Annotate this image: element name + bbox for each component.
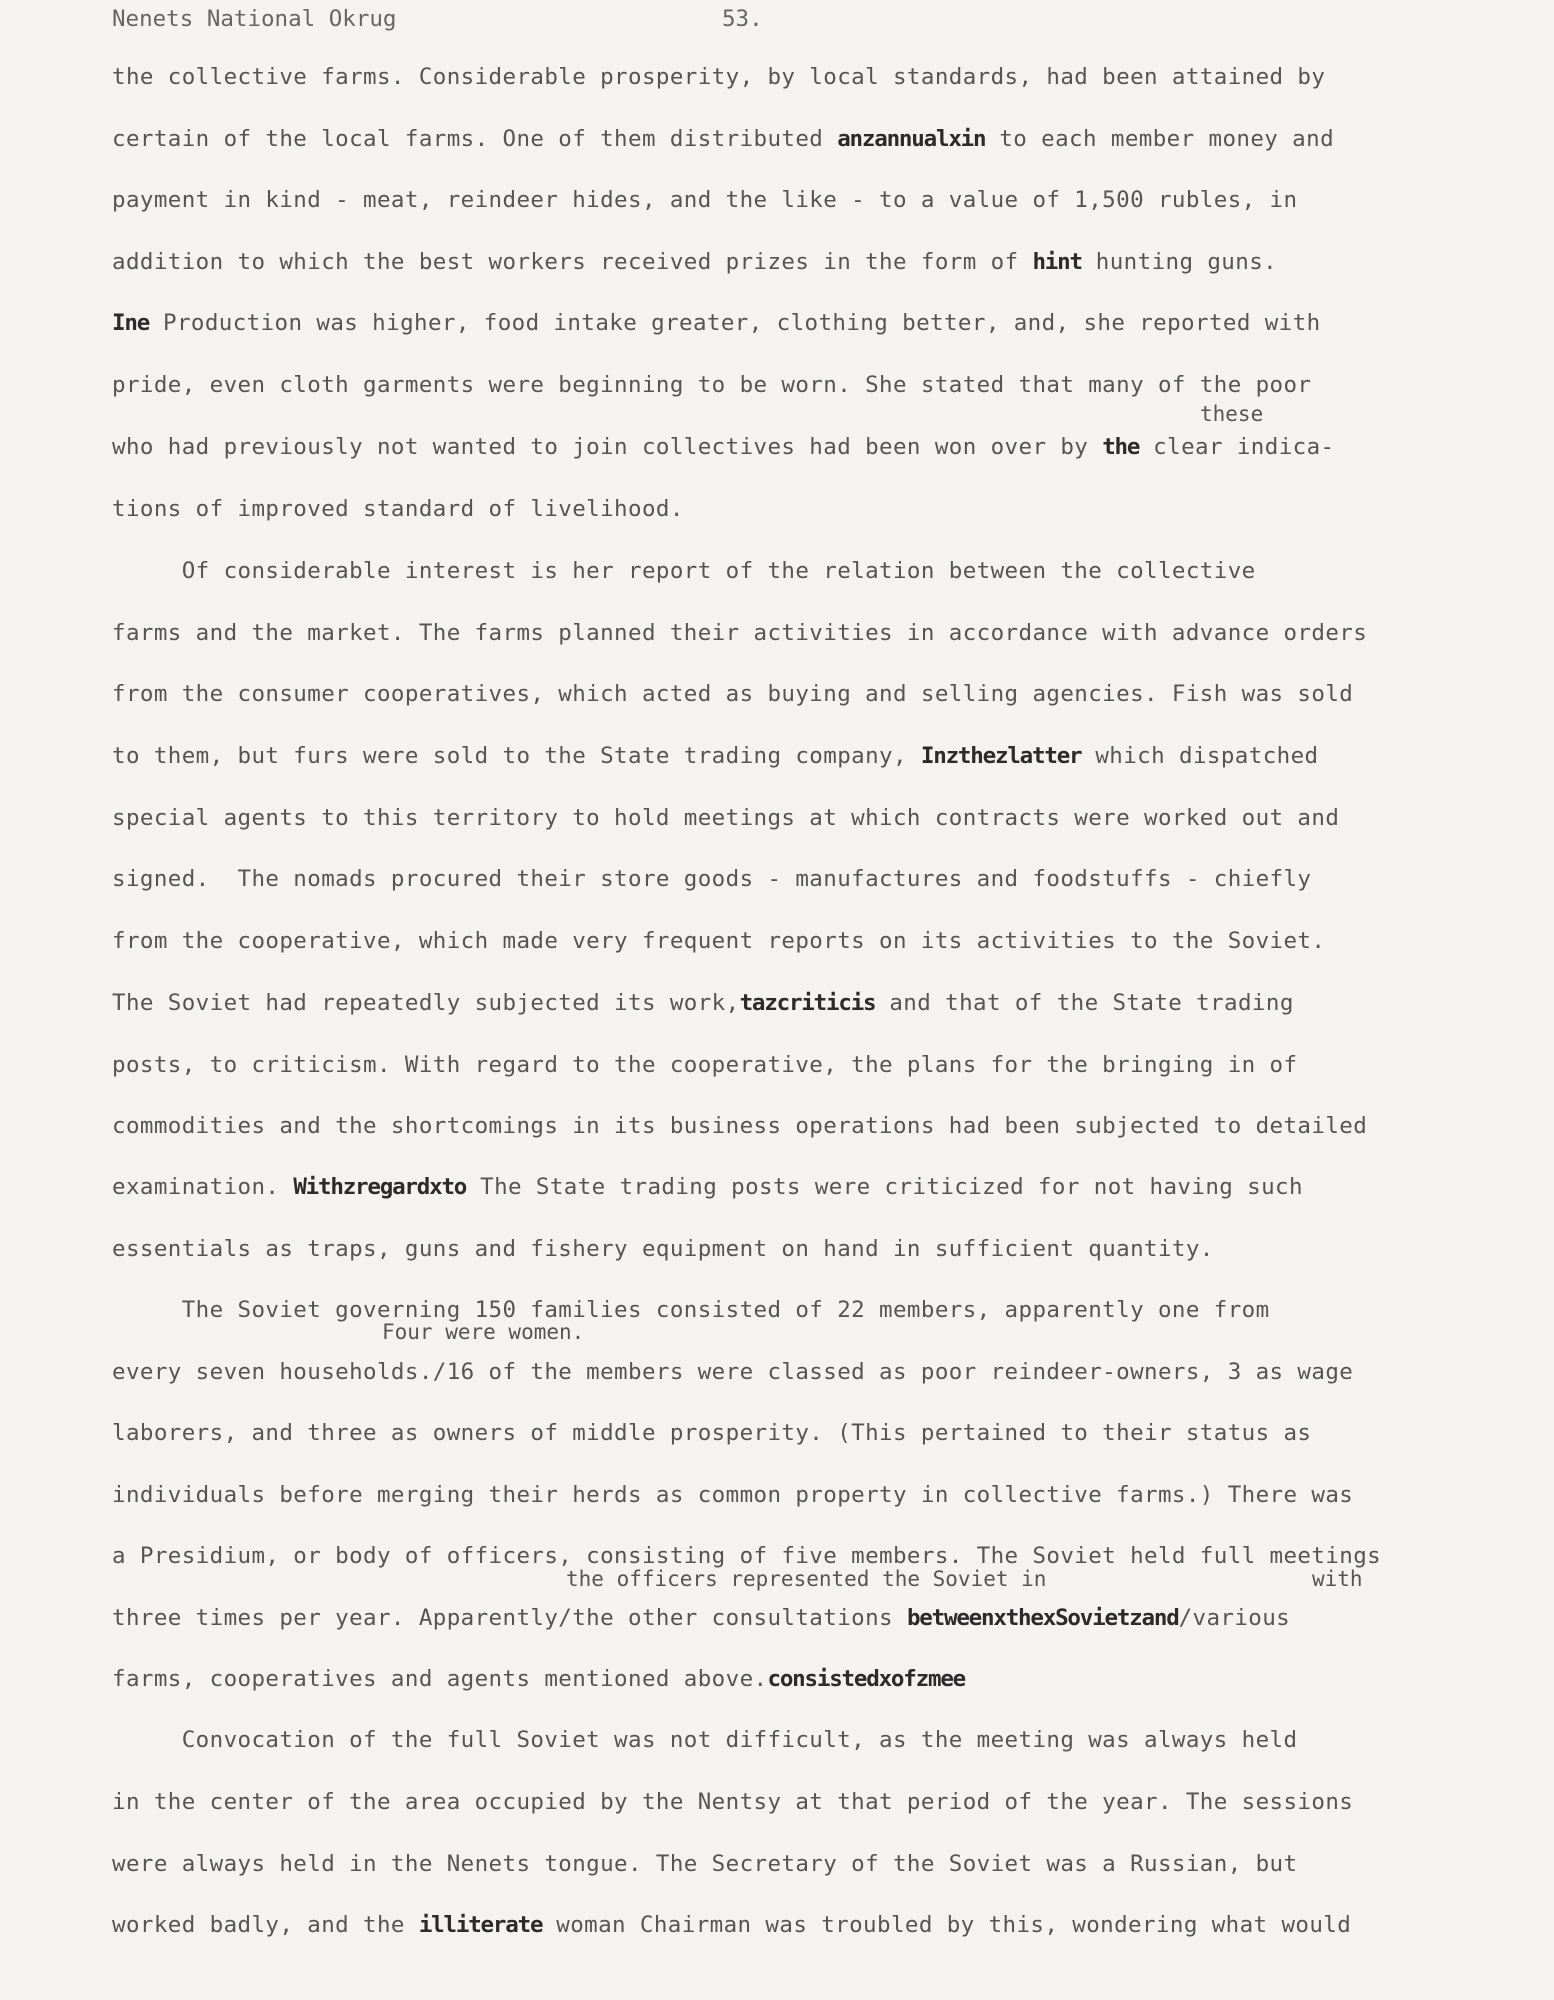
page-number: 53. (722, 6, 763, 32)
text-line (112, 496, 684, 522)
struck-out-text: consistedxofzmee (767, 1666, 966, 1692)
struck-out-text: the (1102, 434, 1140, 460)
text-line (112, 620, 1367, 646)
line-text: posts, to criticism. With regard to the cooperative, the plans for the bringing in of (112, 1052, 1298, 1078)
line-text: signed. The nomads procured their store goods - manufactures and foodstuffs - chiefly (112, 866, 1312, 892)
line-text: addition to which the best workers received prizes in the form of (112, 249, 1033, 275)
line-text: Convocation of the full Soviet was not difficult, as the meeting was always held (112, 1727, 1298, 1753)
text-line (112, 310, 1321, 336)
text-line (112, 64, 1325, 90)
line-text: from the cooperative, which made very frequent reports on its activities to the Soviet. (112, 928, 1326, 954)
line-text: The Soviet governing 150 families consisted of 22 members, apparently one from (112, 1297, 1270, 1323)
text-line (112, 990, 1294, 1016)
text-line (112, 743, 1318, 769)
line-text: tions of improved standard of livelihood. (112, 496, 684, 522)
line-text: The State trading posts were criticized for not having such (466, 1174, 1303, 1200)
line-text: examination. (112, 1174, 294, 1200)
line-text: certain of the local farms. One of them distributed (112, 126, 838, 152)
text-line (112, 1420, 1311, 1446)
line-text: /various (1178, 1605, 1291, 1631)
line-text: Of considerable interest is her report of the relation between the collective (112, 558, 1256, 584)
struck-out-text: illiterate (418, 1912, 543, 1938)
text-line (112, 558, 1256, 584)
interlinear-insertion: with (1312, 1567, 1363, 1591)
line-text: pride, even cloth garments were beginning to be worn. She stated that many of the poor (112, 372, 1312, 398)
line-text: who had previously not wanted to join collectives had been won over by (112, 434, 1103, 460)
line-text: every seven households./16 of the members were classed as poor reindeer-owners, 3 as wage (112, 1359, 1354, 1385)
interlinear-insertion: the officers represented the Soviet in (566, 1567, 1047, 1591)
line-text: which dispatched (1081, 743, 1319, 769)
text-line (112, 1297, 1270, 1323)
text-line (112, 434, 1334, 460)
struck-out-text: Ine (112, 310, 150, 336)
running-header: Nenets National Okrug (112, 6, 397, 32)
line-text: a Presidium, or body of officers, consisting of five members. The Soviet held full meetings (112, 1543, 1382, 1569)
line-text: and that of the State trading (875, 990, 1294, 1016)
text-line (112, 187, 1297, 213)
line-text: individuals before merging their herds as common property in collective farms.) There was (112, 1482, 1354, 1508)
line-text: payment in kind - meat, reindeer hides, and the like - to a value of 1,500 rubles, in (112, 187, 1298, 213)
text-line (112, 928, 1325, 954)
line-text: woman Chairman was troubled by this, wondering what would (542, 1912, 1352, 1938)
interlinear-insertion: Four were women. (382, 1320, 585, 1344)
struck-out-text: Inzthezlatter (920, 743, 1082, 769)
struck-out-text: Withzregardxto (293, 1174, 467, 1200)
line-text: worked badly, and the (112, 1912, 419, 1938)
line-text: hunting guns. (1081, 249, 1278, 275)
text-line (112, 1174, 1303, 1200)
text-line (112, 1789, 1353, 1815)
text-line (112, 1113, 1367, 1139)
line-text: Production was higher, food intake greater, clothing better, and, she reported with (149, 310, 1321, 336)
text-line (112, 805, 1339, 831)
line-text: to them, but furs were sold to the State trading company, (112, 743, 921, 769)
text-line (112, 1666, 965, 1692)
line-text: the collective farms. Considerable prosperity, by local standards, had been attained by (112, 64, 1326, 90)
line-text: farms, cooperatives and agents mentioned above. (112, 1666, 768, 1692)
line-text: three times per year. Apparently/the other consultations (112, 1605, 907, 1631)
struck-out-text: anzannualxin (837, 126, 986, 152)
line-text: The Soviet had repeatedly subjected its work, (112, 990, 740, 1016)
interlinear-insertion: these (1200, 402, 1264, 426)
line-text: farms and the market. The farms planned their activities in accordance with advance orders (112, 620, 1368, 646)
line-text: laborers, and three as owners of middle prosperity. (This pertained to their status as (112, 1420, 1312, 1446)
line-text: commodities and the shortcomings in its business operations had been subjected to detailed (112, 1113, 1368, 1139)
struck-out-text: betweenxthexSovietzand (906, 1605, 1179, 1631)
text-line (112, 1912, 1351, 1938)
line-text: special agents to this territory to hold meetings at which contracts were worked out and (112, 805, 1340, 831)
text-line (112, 1851, 1297, 1877)
line-text: to each member money and (985, 126, 1335, 152)
text-line (112, 681, 1353, 707)
text-line (112, 866, 1311, 892)
struck-out-text: hint (1032, 249, 1082, 275)
struck-out-text: tazcriticis (739, 990, 876, 1016)
text-line (112, 249, 1277, 275)
text-line (112, 1052, 1297, 1078)
line-text: were always held in the Nenets tongue. The Secretary of the Soviet was a Russian, but (112, 1851, 1298, 1877)
text-line (112, 372, 1311, 398)
text-line (112, 1727, 1297, 1753)
text-line (112, 1543, 1381, 1569)
line-text: clear indica- (1139, 434, 1335, 460)
text-line (112, 126, 1334, 152)
line-text: from the consumer cooperatives, which acted as buying and selling agencies. Fish was sold (112, 681, 1354, 707)
text-line (112, 1482, 1353, 1508)
line-text: essentials as traps, guns and fishery equipment on hand in sufficient quantity. (112, 1236, 1214, 1262)
text-line (112, 1359, 1353, 1385)
line-text: in the center of the area occupied by the Nentsy at that period of the year. The sessions (112, 1789, 1354, 1815)
text-line (112, 1605, 1290, 1631)
text-line (112, 1236, 1214, 1262)
